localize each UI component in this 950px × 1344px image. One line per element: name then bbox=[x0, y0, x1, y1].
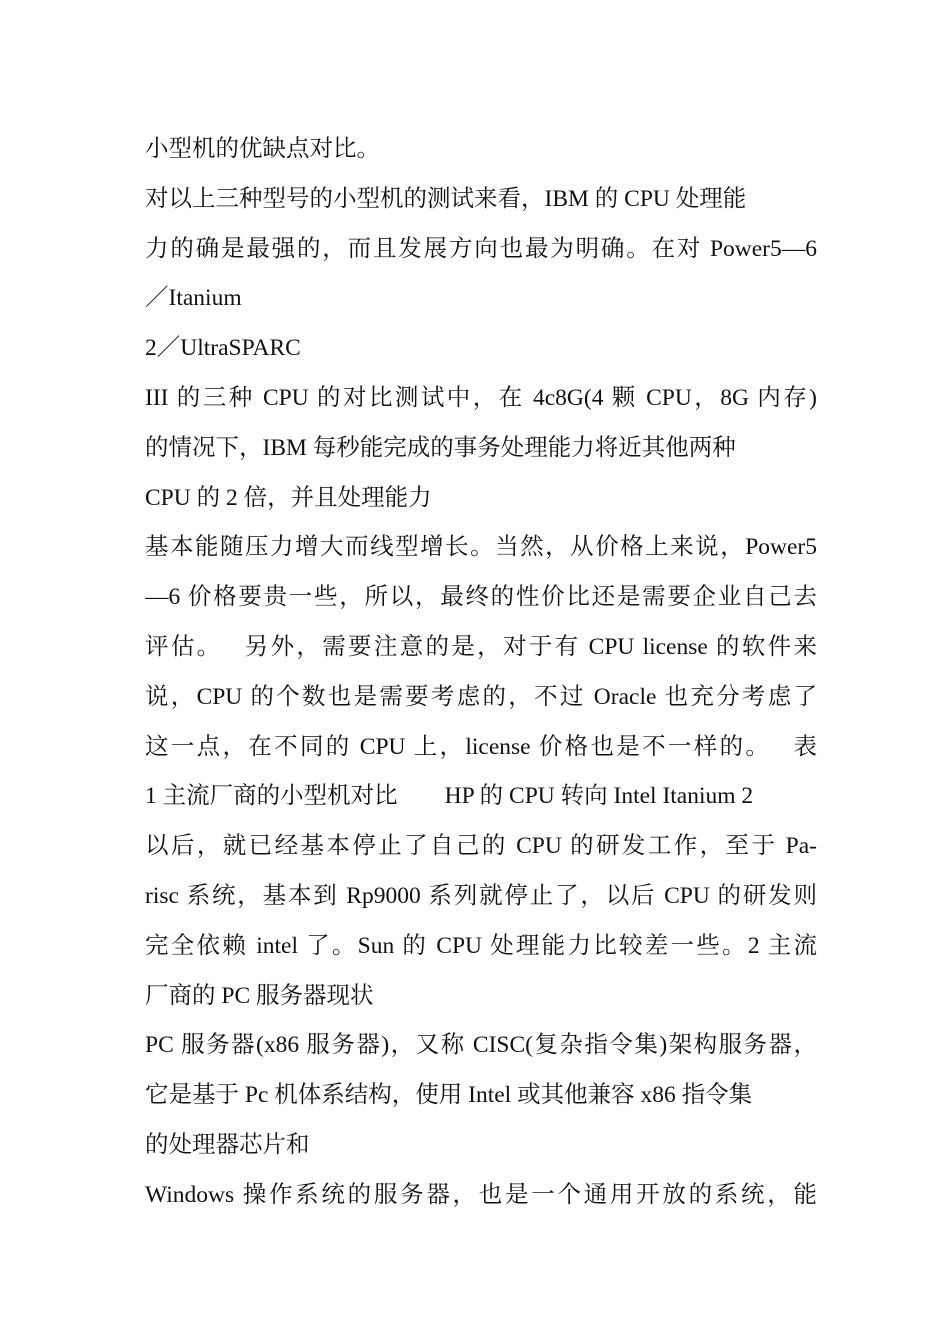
text-line: 2／UltraSPARC bbox=[145, 335, 301, 362]
text-line: —6 价格要贵一些，所以，最终的性价比还是需要企业自己去 bbox=[145, 584, 817, 611]
body-text bbox=[145, 125, 817, 1221]
text-line: 说，CPU 的个数也是需要考虑的，不过 Oracle 也充分考虑了 bbox=[145, 683, 817, 710]
text-line: risc 系统，基本到 Rp9000 系列就停止了，以后 CPU 的研发则 bbox=[145, 882, 817, 909]
text-line: 的处理器芯片和 bbox=[145, 1131, 310, 1158]
text-line: 它是基于 Pc 机体系结构，使用 Intel 或其他兼容 x86 指令集 bbox=[145, 1082, 753, 1109]
text-line: PC 服务器(x86 服务器)，又称 CISC(复杂指令集)架构服务器， bbox=[145, 1032, 817, 1059]
text-line: 这一点，在不同的 CPU 上，license 价格也是不一样的。 表 bbox=[145, 733, 817, 760]
text-line: 力的确是最强的，而且发展方向也最为明确。在对 Power5—6 bbox=[145, 235, 817, 262]
text-line: 的情况下，IBM 每秒能完成的事务处理能力将近其他两种 bbox=[145, 434, 736, 461]
text-line: III 的三种 CPU 的对比测试中，在 4c8G(4 颗 CPU，8G 内存) bbox=[145, 384, 817, 411]
text-line: 评估。 另外，需要注意的是，对于有 CPU license 的软件来 bbox=[145, 633, 817, 660]
text-line: 基本能随压力增大而线型增长。当然，从价格上来说，Power5 bbox=[145, 534, 817, 561]
text-line: 1 主流厂商的小型机对比 HP 的 CPU 转向 Intel Itanium 2 bbox=[145, 783, 754, 810]
text-line: 小型机的优缺点对比。 bbox=[145, 136, 380, 162]
text-line: 以后，就已经基本停止了自己的 CPU 的研发工作，至于 Pa- bbox=[145, 833, 817, 860]
text-line: CPU 的 2 倍，并且处理能力 bbox=[145, 484, 432, 511]
text-line: Windows 操作系统的服务器，也是一个通用开放的系统，能 bbox=[145, 1181, 817, 1208]
text-line: ／Itanium bbox=[145, 285, 242, 312]
text-line: 完全依赖 intel 了。Sun 的 CPU 处理能力比较差一些。2 主流 bbox=[145, 932, 817, 959]
text-line: 对以上三种型号的小型机的测试来看，IBM 的 CPU 处理能 bbox=[145, 185, 747, 212]
text-line: 厂商的 PC 服务器现状 bbox=[145, 982, 374, 1009]
